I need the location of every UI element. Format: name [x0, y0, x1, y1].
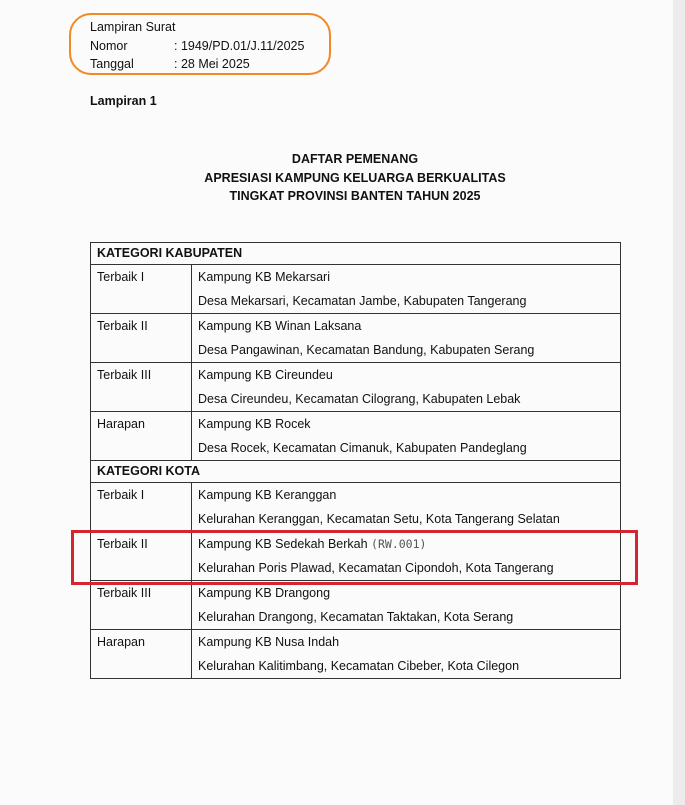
rank-label: Terbaik III	[97, 586, 152, 600]
detail-cell	[192, 581, 621, 630]
title-line: TINGKAT PROVINSI BANTEN TAHUN 2025	[229, 189, 481, 203]
rank-cell	[91, 483, 192, 532]
kampung-name: Kampung KB Nusa Indah	[198, 635, 340, 649]
rank-label: Terbaik I	[97, 270, 145, 284]
document-title	[90, 150, 620, 206]
rank-cell	[91, 581, 192, 630]
detail-cell	[192, 314, 621, 363]
title-line: APRESIASI KAMPUNG KELUARGA BERKUALITAS	[204, 170, 506, 185]
kampung-name: Kampung KB Sedekah Berkah	[198, 537, 368, 551]
rank-cell	[91, 314, 192, 363]
nomor-label: Nomor	[90, 38, 128, 53]
header-title: Lampiran Surat	[90, 20, 176, 34]
header-highlight-oval	[69, 13, 331, 75]
rank-cell	[91, 630, 192, 679]
kampung-location: Kelurahan Kalitimbang, Kecamatan Cibeber, Kota Cilegon	[198, 659, 520, 673]
nomor-value: : 1949/PD.01/J.11/2025	[174, 38, 305, 53]
kampung-location: Desa Rocek, Kecamatan Cimanuk, Kabupaten Pandeglang	[198, 441, 527, 455]
detail-cell	[192, 265, 621, 314]
detail-cell	[192, 412, 621, 461]
kampung-name: Kampung KB Drangong	[198, 586, 331, 600]
detail-cell	[192, 483, 621, 532]
table-row	[91, 630, 621, 679]
detail-cell	[192, 363, 621, 412]
rank-cell	[91, 265, 192, 314]
table-row	[91, 314, 621, 363]
kampung-location: Desa Pangawinan, Kecamatan Bandung, Kabupaten Serang	[198, 343, 535, 357]
rank-label: Terbaik II	[97, 319, 148, 333]
rank-cell	[91, 412, 192, 461]
tanggal-value: : 28 Mei 2025	[174, 57, 250, 71]
lampiran-label: Lampiran 1	[90, 94, 157, 108]
rank-cell	[91, 363, 192, 412]
detail-cell	[192, 630, 621, 679]
rw-code: (RW.001)	[371, 537, 427, 551]
category-name: KATEGORI KABUPATEN	[91, 243, 621, 265]
tanggal-label: Tanggal	[90, 57, 134, 71]
rank-label: Terbaik I	[97, 488, 145, 502]
rank-label: Terbaik II	[97, 537, 148, 551]
table-row	[91, 412, 621, 461]
table-row	[91, 265, 621, 314]
kampung-name: Kampung KB Winan Laksana	[198, 319, 362, 333]
kampung-location: Desa Cireundeu, Kecamatan Cilograng, Kabupaten Lebak	[198, 392, 521, 406]
table-row	[91, 363, 621, 412]
category-row	[91, 243, 621, 265]
rank-label: Harapan	[97, 417, 145, 431]
highlight-box	[71, 530, 638, 585]
kampung-location: Desa Mekarsari, Kecamatan Jambe, Kabupaten Tangerang	[198, 294, 527, 308]
table-row	[91, 581, 621, 630]
kampung-location: Kelurahan Keranggan, Kecamatan Setu, Kota Tangerang Selatan	[198, 512, 560, 526]
kampung-name: Kampung KB Mekarsari	[198, 270, 331, 284]
rank-label: Harapan	[97, 635, 145, 649]
rank-label: Terbaik III	[97, 368, 152, 382]
kampung-name: Kampung KB Keranggan	[198, 488, 337, 502]
kampung-location: Kelurahan Drangong, Kecamatan Taktakan, Kota Serang	[198, 610, 514, 624]
category-row	[91, 461, 621, 483]
title-line: DAFTAR PEMENANG	[291, 152, 419, 166]
winners-table	[90, 242, 621, 679]
table-row	[91, 483, 621, 532]
kampung-name: Kampung KB Rocek	[198, 417, 311, 431]
category-name: KATEGORI KOTA	[91, 461, 621, 483]
kampung-location: Kelurahan Poris Plawad, Kecamatan Cipondoh, Kota Tangerang	[198, 561, 554, 575]
page-edge	[673, 0, 685, 805]
kampung-name: Kampung KB Cireundeu	[198, 368, 333, 382]
